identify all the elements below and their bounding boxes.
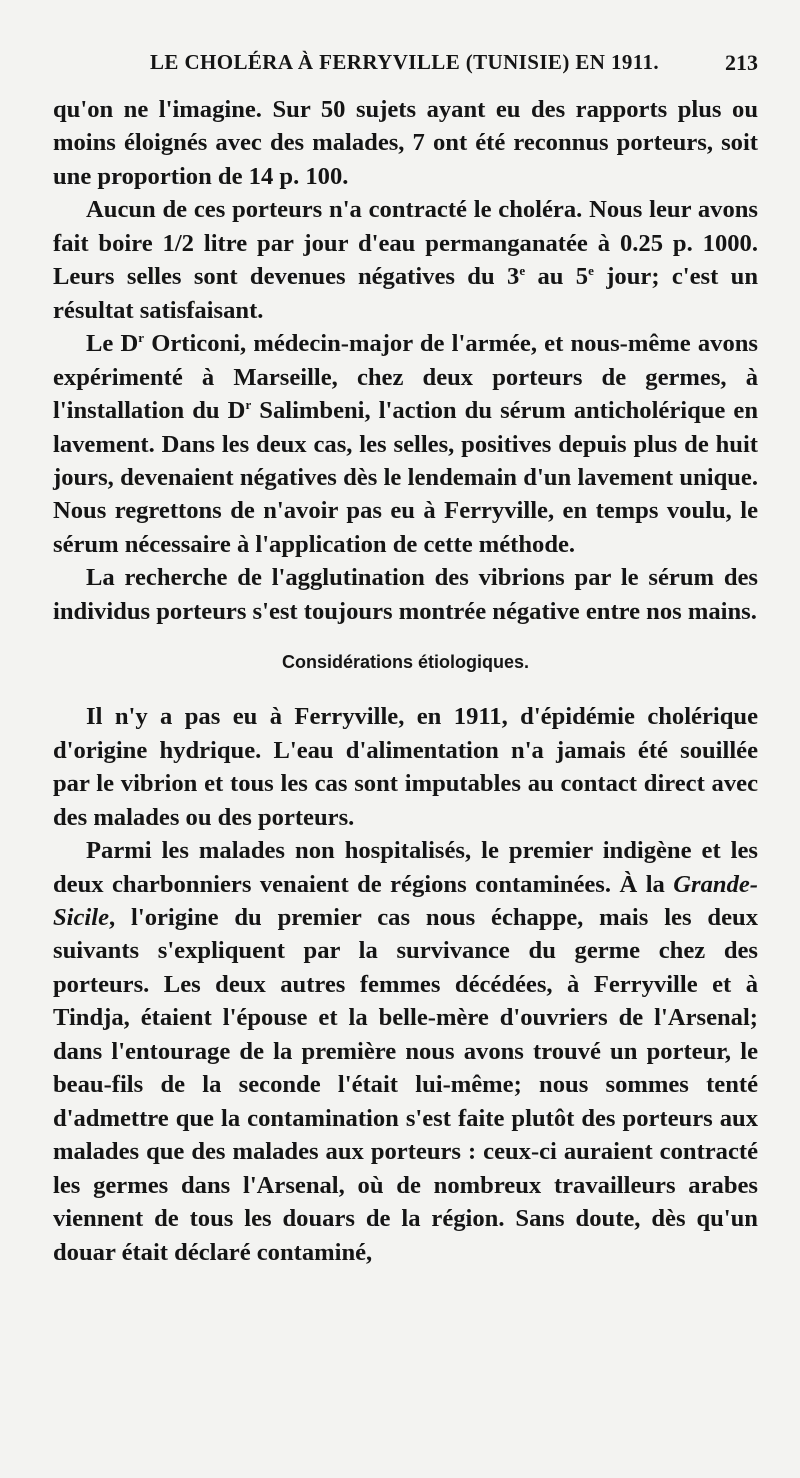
superscript-e: e xyxy=(588,263,594,279)
paragraph-3-text-c: Salimbeni, l'action du sérum anticholérique en lavement. Dans les deux cas, les selles, positives depuis plus de huit jours, devenaient négatives dès le lendemain d'un lavement unique. Nous regrettons de n'avoir pas eu à Ferryville, en temps voulu, le sérum nécessaire à l'application de cette méthode. xyxy=(53,397,759,558)
paragraph-3-text-a: Le D xyxy=(86,330,139,358)
paragraph-4: La recherche de l'agglutination des vibrions par le sérum des individus porteurs s'est toujours montrée négative entre nos mains. xyxy=(53,564,758,625)
page-body xyxy=(53,93,758,1269)
paragraph-3-text-b: Orticoni, médecin-major de l'armée, et nous-même avons expérimenté à Marseille, chez deux porteurs de germes, à l'installation du D xyxy=(53,330,758,425)
superscript-r: r xyxy=(245,397,252,413)
superscript-r: r xyxy=(138,330,145,346)
paragraph-6-text-a: Parmi les malades non hospitalisés, le premier indigène et les deux charbonniers venaient de régions contaminées. À la xyxy=(53,837,758,898)
page-header xyxy=(0,50,800,80)
paragraph-2-text-a: Aucun de ces porteurs n'a contracté le choléra. Nous leur avons fait boire 1/2 litre par jour d'eau permanganatée à 0.25 p. 1000. Leurs selles sont devenues négatives du 3 xyxy=(53,196,758,291)
paragraph-2-text-c: jour; c'est un résultat satisfaisant. xyxy=(53,263,759,324)
paragraph-2 xyxy=(53,193,758,327)
paragraph-5: Il n'y a pas eu à Ferryville, en 1911, d'épidémie cholérique d'origine hydrique. L'eau d'alimentation n'a jamais été souillée par le vibrion et tous les cas sont imputables au contact direct avec des malades ou des porteurs. xyxy=(53,703,758,831)
page-number: 213 xyxy=(725,50,758,75)
running-title: LE CHOLÉRA À FERRYVILLE (TUNISIE) EN 1911. xyxy=(150,50,660,74)
paragraph-6-text-b: , l'origine du premier cas nous échappe, mais les deux suivants s'expliquent par la survivance du germe chez des porteurs. Les deux autres femmes décédées, à Ferryville et à Tindja, étaient l'épouse et la belle-mère d'ouvriers de l'Arsenal; dans l'entourage de la première nous avons trouvé un porteur, le beau-fils de la seconde l'était lui-même; nous sommes tenté d'admettre que la contamination s'est faite plutôt des porteurs aux malades que des malades aux porteurs : ceux-ci auraient contracté les germes dans l'Arsenal, où de nombreux travailleurs arabes viennent de tous les douars de la région. Sans doute, dès qu'un douar était déclaré contaminé, xyxy=(53,903,758,1266)
paragraph-1: qu'on ne l'imagine. Sur 50 sujets ayant eu des rapports plus ou moins éloignés avec des malades, 7 ont été reconnus porteurs, soit une proportion de 14 p. 100. xyxy=(53,96,758,190)
section-heading: Considérations étiologiques. xyxy=(281,652,530,673)
paragraph-6 xyxy=(53,834,758,1269)
italic-place-name: Grande-Sicile xyxy=(53,870,758,931)
paragraph-3 xyxy=(53,327,758,561)
paragraph-2-text-b: au 5 xyxy=(525,263,589,291)
superscript-e: e xyxy=(519,263,526,279)
